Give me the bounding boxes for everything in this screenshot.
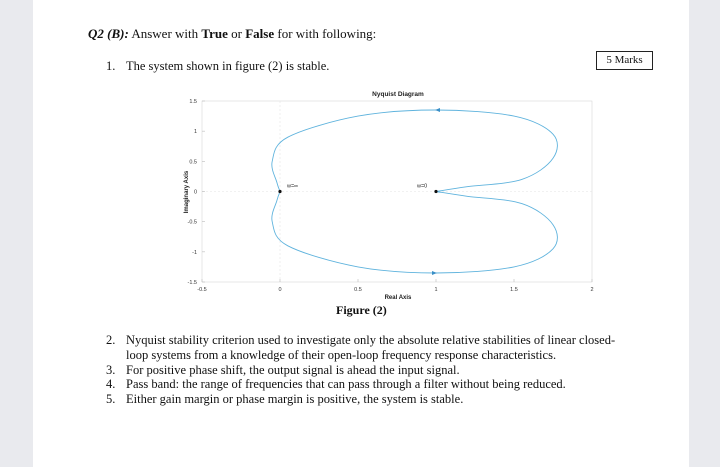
w-zero-point [434,190,437,193]
list-item-1 [106,59,329,74]
word-true: True [201,26,228,41]
y-tick-label: -0.5 [187,219,197,226]
list-item-3 [106,363,626,378]
marks-badge: 5 Marks [596,51,653,70]
x-tick-label: 0 [278,287,282,293]
list-item-number: 2. [106,333,116,347]
nyquist-curve-negative [272,110,558,192]
plot-frame [202,101,592,282]
w-infinity-label: w=∞ [287,183,299,190]
figure-caption: Figure (2) [336,303,387,317]
list-item-text: Either gain margin or phase margin is positive, the system is stable. [126,392,464,407]
x-tick-label: 1 [434,287,438,293]
list-item-4 [106,377,626,392]
x-tick-label: 2 [590,287,594,293]
y-tick-label: -1.5 [187,280,197,286]
x-tick-label: 1.5 [510,287,518,293]
question-suffix: for with following: [277,26,377,41]
list-item-number: 4. [106,377,116,392]
document-page [33,0,689,467]
list-item-text: Pass band: the range of frequencies that can pass through a filter without being reduced. [126,377,566,392]
question-number: Q2 (B): [88,26,129,41]
y-tick-label: -1 [192,249,197,256]
w-infinity-point [278,190,281,193]
question-prefix: Answer with [131,26,199,41]
y-tick-label: 1.5 [189,99,197,105]
direction-arrow [435,108,440,112]
x-tick-label: 0.5 [354,287,362,293]
chart-title: Nyquist Diagram [372,91,424,98]
word-false: False [245,26,275,41]
list-item-text: Nyquist stability criterion used to investigate only the absolute relative stabilities of linear closed-loop systems from a knowledge of their open-loop frequency response characteristics. [126,333,616,362]
y-tick-label: 1 [193,129,197,136]
list-item-text: The system shown in figure (2) is stable. [126,59,330,73]
list-item-number: 3. [106,362,116,377]
w-zero-label: w=0 [417,183,428,190]
y-tick-label: 0 [193,189,197,196]
direction-arrow [432,271,437,275]
list-item-text: For positive phase shift, the output signal is ahead the input signal. [126,362,460,377]
list-item-5 [106,392,626,407]
nyquist-chart [145,84,615,304]
y-axis-label: Imaginary Axis [184,170,190,214]
nyquist-curve-positive [272,192,558,274]
list-item-2 [106,333,626,363]
question-heading [88,26,376,42]
list-item-number: 5. [106,392,116,407]
word-or: or [231,26,242,41]
question-list [106,333,626,407]
x-tick-label: -0.5 [197,287,207,293]
y-tick-label: 0.5 [189,159,197,166]
x-axis-label: Real Axis [384,295,412,301]
list-item-number: 1. [106,59,116,73]
